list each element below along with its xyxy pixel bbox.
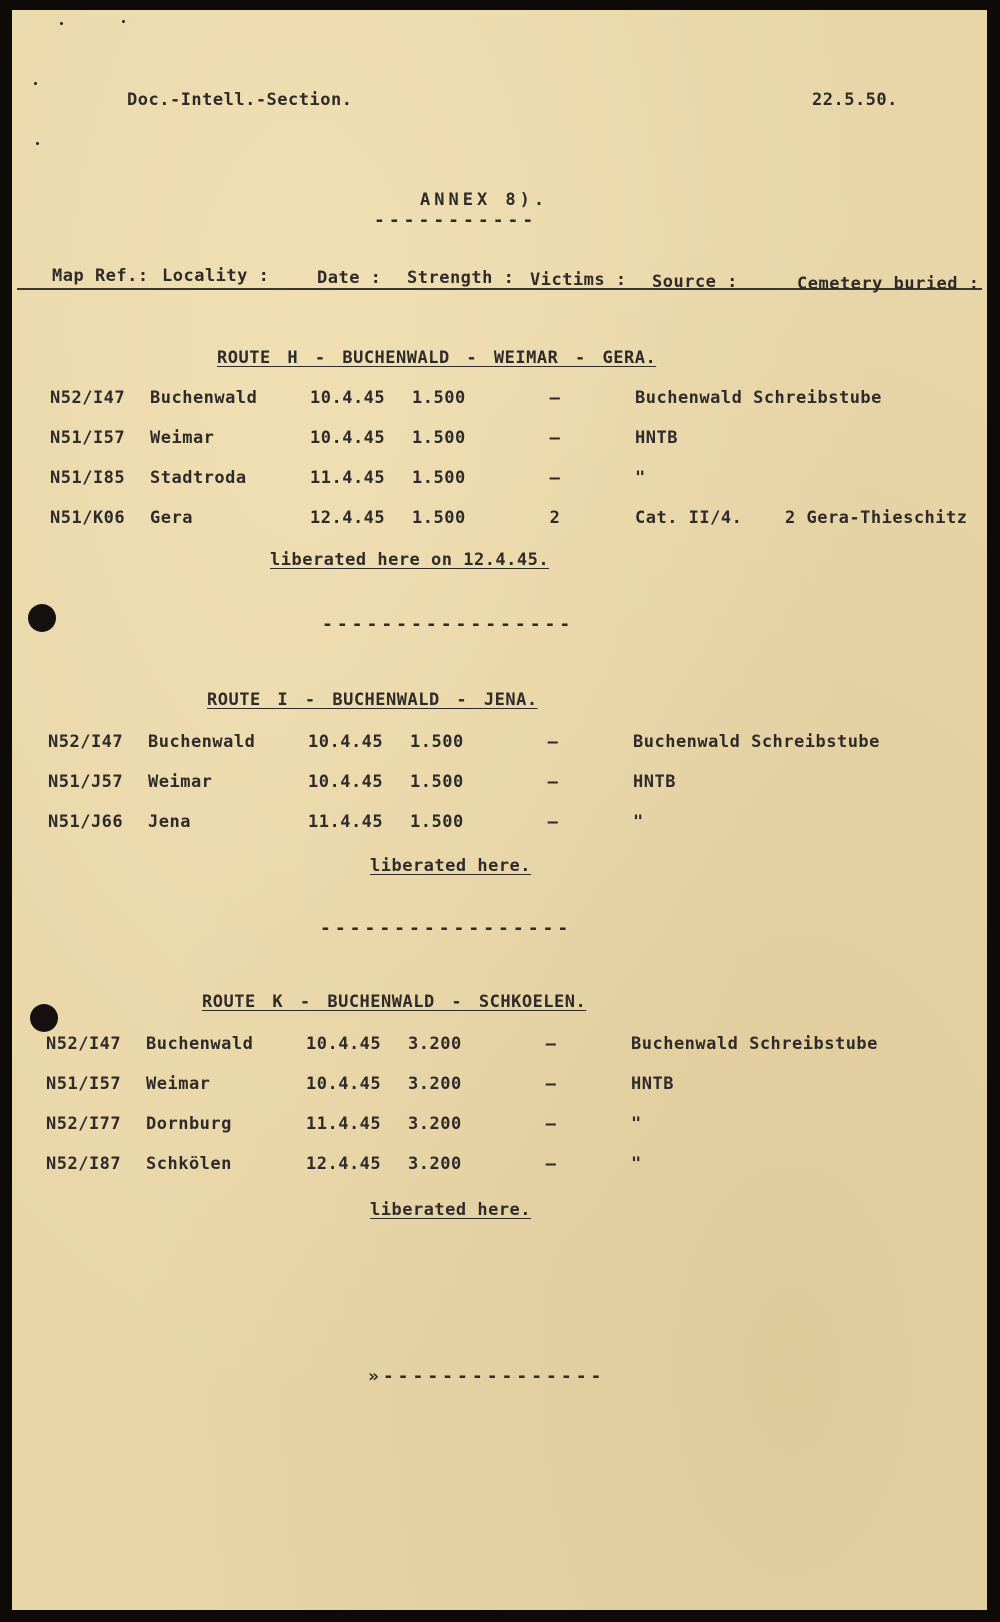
date: 11.4.45 xyxy=(310,468,386,488)
punch-hole xyxy=(30,1004,58,1032)
ink-speck xyxy=(34,82,37,85)
strength: 1.500 xyxy=(410,732,464,752)
route-k-title: ROUTE K - BUCHENWALD - SCHKOELEN. xyxy=(202,992,587,1012)
strength: 3.200 xyxy=(408,1114,462,1134)
route-i-note: liberated here. xyxy=(370,856,532,876)
route-h-note: liberated here on 12.4.45. xyxy=(270,550,550,570)
table-row xyxy=(50,388,1000,414)
strength: 3.200 xyxy=(408,1074,462,1094)
locality: Stadtroda xyxy=(150,468,247,488)
map-ref: N52/I47 xyxy=(46,1034,122,1054)
strength: 1.500 xyxy=(412,468,466,488)
table-row xyxy=(50,468,1000,494)
table-row xyxy=(48,772,1000,798)
col-cemetery: Cemetery buried : xyxy=(797,274,980,294)
ink-speck xyxy=(122,20,125,23)
map-ref: N52/I47 xyxy=(48,732,124,752)
table-row xyxy=(50,428,1000,454)
col-source: Source : xyxy=(652,272,738,292)
table-row xyxy=(50,508,1000,534)
source: HNTB xyxy=(635,428,678,448)
date: 12.4.45 xyxy=(310,508,386,528)
locality: Weimar xyxy=(150,428,215,448)
source: " xyxy=(635,468,646,488)
map-ref: N51/I57 xyxy=(46,1074,122,1094)
col-map-ref: Map Ref.: xyxy=(52,266,149,286)
end-separator: »--------------- xyxy=(368,1366,606,1387)
date: 10.4.45 xyxy=(310,388,386,408)
victims: — xyxy=(547,772,559,792)
annex-title: ANNEX 8). xyxy=(420,190,549,210)
route-k-note: liberated here. xyxy=(370,1200,532,1220)
locality: Weimar xyxy=(148,772,213,792)
locality: Schkölen xyxy=(146,1154,232,1174)
victims: 2 xyxy=(549,508,561,528)
source: " xyxy=(631,1114,642,1134)
map-ref: N51/K06 xyxy=(50,508,126,528)
source: HNTB xyxy=(633,772,676,792)
source: Buchenwald Schreibstube xyxy=(631,1034,878,1054)
locality: Buchenwald xyxy=(146,1034,254,1054)
punch-hole xyxy=(28,604,56,632)
table-row xyxy=(46,1034,1000,1060)
route-i-title: ROUTE I - BUCHENWALD - JENA. xyxy=(207,690,538,710)
route-h-title: ROUTE H - BUCHENWALD - WEIMAR - GERA. xyxy=(217,348,657,368)
locality: Weimar xyxy=(146,1074,211,1094)
source: Buchenwald Schreibstube xyxy=(633,732,880,752)
map-ref: N51/I57 xyxy=(50,428,126,448)
document-page xyxy=(12,10,987,1610)
date: 11.4.45 xyxy=(306,1114,382,1134)
table-row xyxy=(46,1154,1000,1180)
locality: Buchenwald xyxy=(150,388,258,408)
section-header: Doc.-Intell.-Section. xyxy=(127,90,353,110)
separator: ----------------- xyxy=(322,614,575,635)
col-locality: Locality : xyxy=(162,266,270,286)
date: 12.4.45 xyxy=(306,1154,382,1174)
table-row xyxy=(48,732,1000,758)
victims: — xyxy=(545,1114,557,1134)
map-ref: N52/I87 xyxy=(46,1154,122,1174)
locality: Gera xyxy=(150,508,193,528)
strength: 1.500 xyxy=(412,428,466,448)
date: 10.4.45 xyxy=(310,428,386,448)
strength: 3.200 xyxy=(408,1154,462,1174)
victims: — xyxy=(549,468,561,488)
victims: — xyxy=(547,812,559,832)
source: " xyxy=(631,1154,642,1174)
locality: Dornburg xyxy=(146,1114,232,1134)
map-ref: N51/J57 xyxy=(48,772,124,792)
source: Buchenwald Schreibstube xyxy=(635,388,882,408)
col-date: Date : xyxy=(317,268,382,288)
victims: — xyxy=(547,732,559,752)
cemetery: 2 Gera-Thieschitz xyxy=(785,508,968,528)
victims: — xyxy=(545,1154,557,1174)
ink-speck xyxy=(36,142,39,145)
victims: — xyxy=(549,388,561,408)
map-ref: N51/I85 xyxy=(50,468,126,488)
table-row xyxy=(46,1114,1000,1140)
map-ref: N52/I47 xyxy=(50,388,126,408)
date: 10.4.45 xyxy=(306,1074,382,1094)
map-ref: N51/J66 xyxy=(48,812,124,832)
source: " xyxy=(633,812,644,832)
annex-title-underline: ----------- xyxy=(374,210,538,231)
strength: 1.500 xyxy=(412,508,466,528)
victims: — xyxy=(545,1074,557,1094)
table-row xyxy=(48,812,1000,838)
table-row xyxy=(46,1074,1000,1100)
map-ref: N52/I77 xyxy=(46,1114,122,1134)
document-date: 22.5.50. xyxy=(812,90,898,110)
victims: — xyxy=(545,1034,557,1054)
col-strength: Strength : xyxy=(407,268,515,288)
strength: 1.500 xyxy=(410,812,464,832)
date: 10.4.45 xyxy=(306,1034,382,1054)
source: Cat. II/4. xyxy=(635,508,743,528)
locality: Jena xyxy=(148,812,191,832)
date: 11.4.45 xyxy=(308,812,384,832)
col-victims: Victims : xyxy=(530,270,627,290)
strength: 1.500 xyxy=(412,388,466,408)
strength: 3.200 xyxy=(408,1034,462,1054)
ink-speck xyxy=(60,22,63,25)
locality: Buchenwald xyxy=(148,732,256,752)
separator: ----------------- xyxy=(320,918,573,939)
source: HNTB xyxy=(631,1074,674,1094)
date: 10.4.45 xyxy=(308,732,384,752)
strength: 1.500 xyxy=(410,772,464,792)
date: 10.4.45 xyxy=(308,772,384,792)
victims: — xyxy=(549,428,561,448)
